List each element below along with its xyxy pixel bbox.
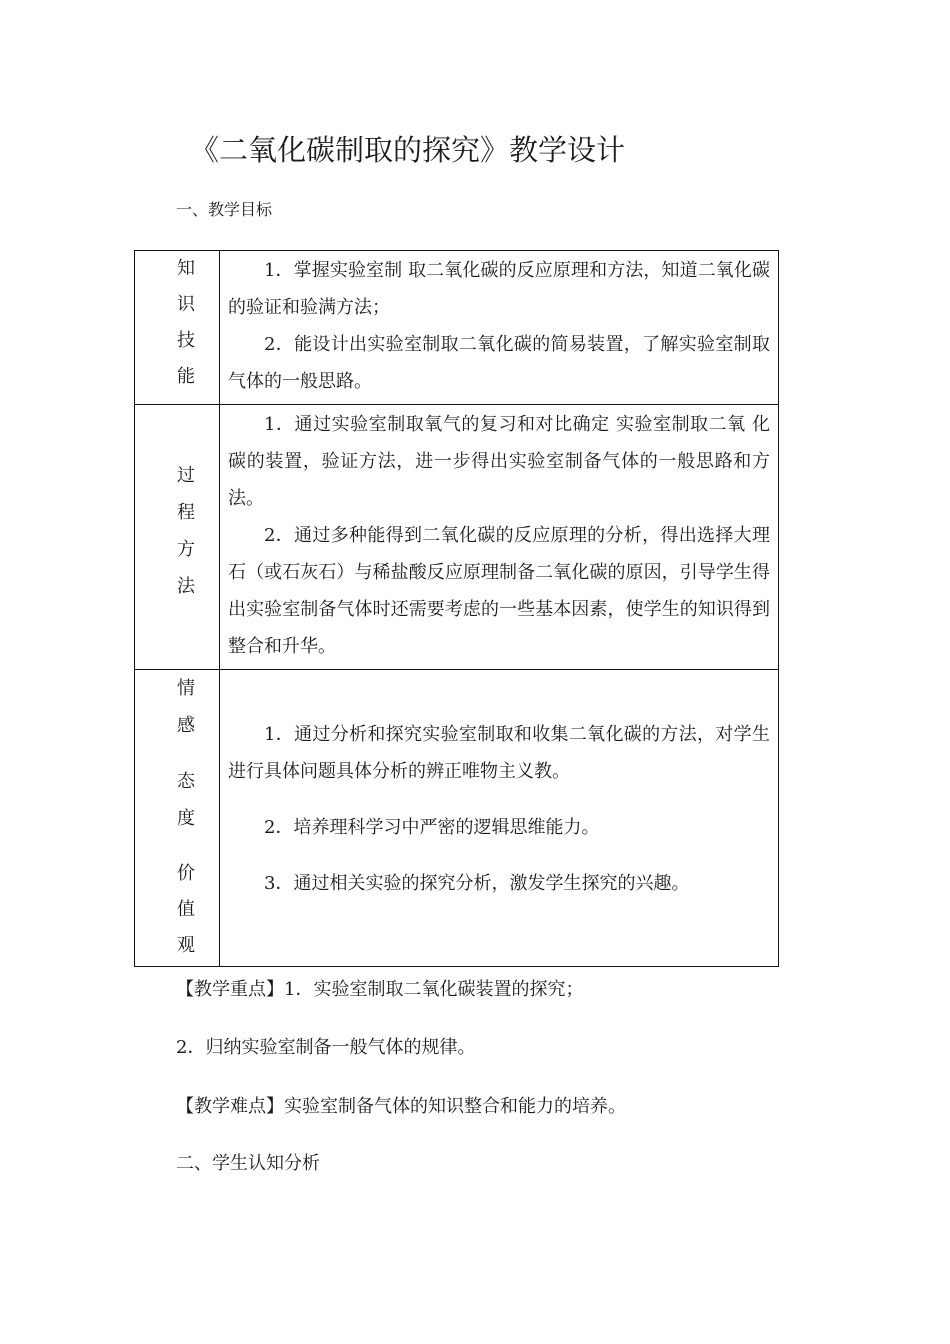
category-label-knowledge: 知识技能 bbox=[177, 258, 195, 387]
emotion-item-2: 2．培养理科学习中严密的逻辑思维能力。 bbox=[264, 817, 600, 838]
table-row-process bbox=[135, 405, 779, 670]
knowledge-item-1: 1．掌握实验室制 取二氧化碳的反应原理和方法，知道二氧化碳的验证和验满方法； bbox=[228, 260, 770, 318]
emotion-item-3: 3．通过相关实验的探究分析，激发学生探究的兴趣。 bbox=[264, 873, 690, 894]
content-cell-emotion bbox=[220, 670, 779, 967]
objectives-table bbox=[134, 250, 779, 967]
category-label-emotion-b: 态度 bbox=[177, 771, 195, 829]
category-label-emotion-c: 价值观 bbox=[177, 863, 195, 956]
content-cell-process bbox=[220, 405, 779, 670]
category-cell-process bbox=[135, 405, 220, 670]
category-cell-emotion bbox=[135, 670, 220, 967]
category-label-process: 过程方法 bbox=[177, 465, 195, 597]
category-cell-knowledge bbox=[135, 251, 220, 405]
category-label-emotion-a: 情感 bbox=[177, 678, 195, 736]
key-point-1: 【教学重点】1．实验室制取二氧化碳装置的探究； bbox=[176, 979, 584, 1000]
key-point-2: 2．归纳实验室制备一般气体的规律。 bbox=[176, 1037, 476, 1058]
process-item-1: 1．通过实验室制取氧气的复习和对比确定 实验室制取二氧 化碳的装置，验证方法，进一步得出实验室制备气体的一般思路和方法。 bbox=[228, 414, 770, 509]
section-heading-objectives: 一、教学目标 bbox=[176, 200, 273, 219]
knowledge-item-2: 2．能设计出实验室制取二氧化碳的简易装置，了解实验室制取气体的一般思路。 bbox=[228, 334, 770, 392]
page-title: 《二氧化碳制取的探究》教学设计 bbox=[190, 133, 626, 167]
table-row-knowledge bbox=[135, 251, 779, 405]
teaching-difficulty: 【教学难点】实验室制备气体的知识整合和能力的培养。 bbox=[176, 1096, 626, 1117]
process-item-2: 2．通过多种能得到二氧化碳的反应原理的分析，得出选择大理石（或石灰石）与稀盐酸反应原理制备二氧化碳的原因，引导学生得出实验室制备气体时还需要考虑的一些基本因素，使学生的知识得到整合和升华。 bbox=[228, 525, 770, 657]
content-cell-knowledge bbox=[220, 251, 779, 405]
section-heading-cognition: 二、学生认知分析 bbox=[176, 1153, 320, 1174]
table-row-emotion bbox=[135, 670, 779, 967]
emotion-item-1: 1．通过分析和探究实验室制取和收集二氧化碳的方法，对学生进行具体问题具体分析的辨正唯物主义教。 bbox=[228, 724, 770, 782]
